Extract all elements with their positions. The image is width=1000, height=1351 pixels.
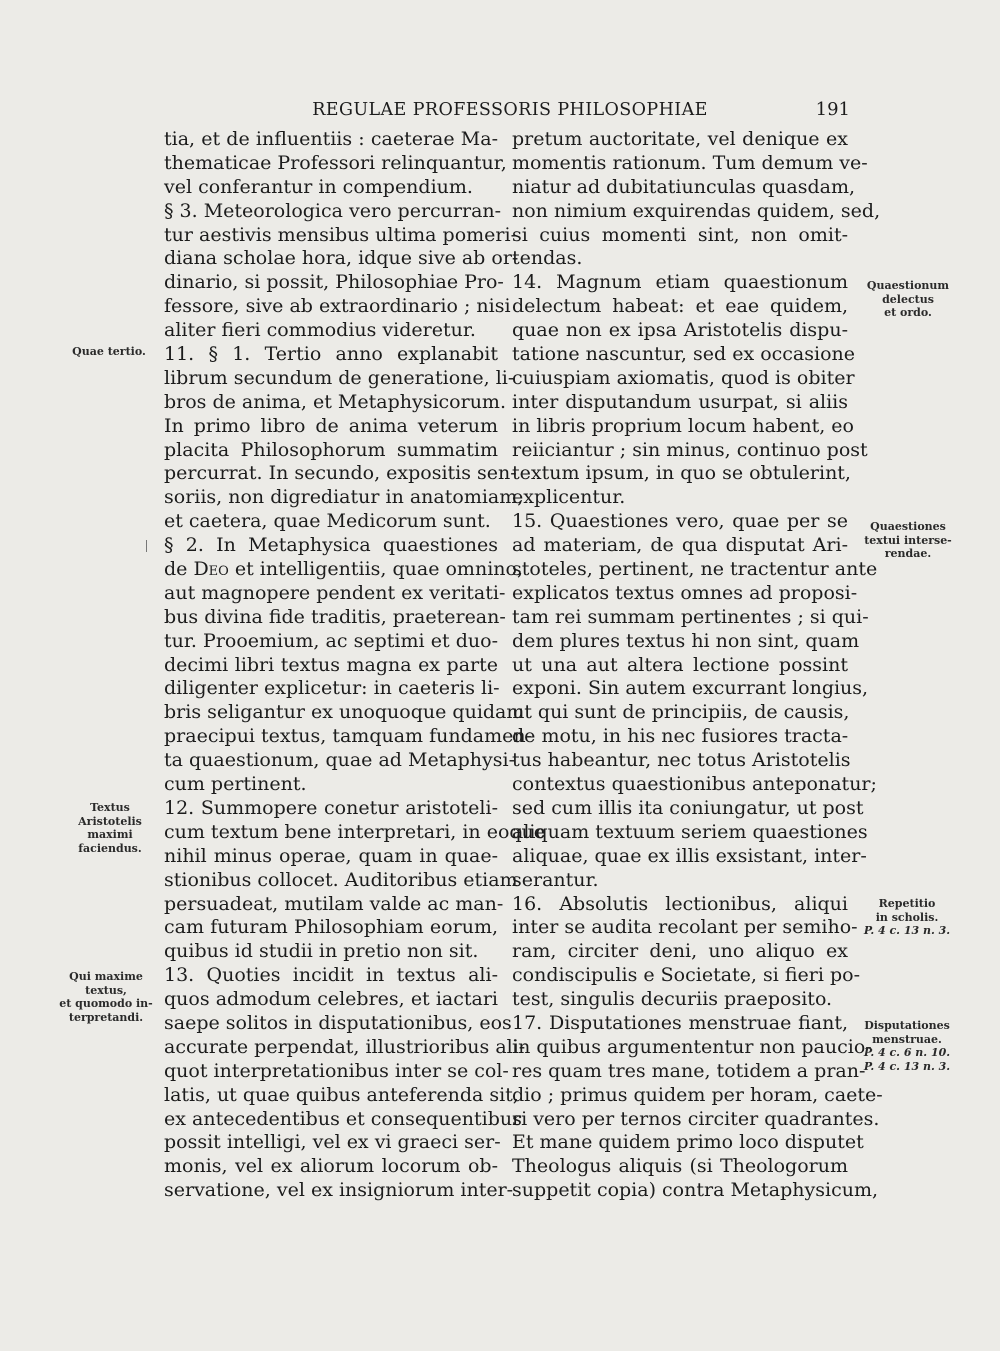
- text-line: 11. § 1. Tertio anno explanabit: [164, 343, 498, 366]
- margin-note-quae-tertio: [64, 345, 154, 359]
- running-title: REGULAE PROFESSORIS PHILOSOPHIAE: [312, 100, 708, 120]
- text-line: ad materiam, de qua disputat Ari-: [512, 534, 848, 557]
- margin-note-qui-maxime: [56, 970, 156, 1024]
- margin-note-line: rendae.: [884, 547, 932, 561]
- margin-note-reference: P. 4 c. 13 n. 3.: [863, 924, 951, 938]
- text-line: bros de anima, et Metaphysicorum.: [164, 390, 506, 413]
- text-line: stionibus collocet. Auditoribus etiam: [164, 868, 518, 891]
- margin-note-line: textui interse-: [864, 533, 952, 547]
- text-line: tur aestivis mensibus ultima pomeri-: [164, 223, 517, 246]
- margin-note-line: menstruae.: [872, 1032, 942, 1046]
- text-line: in libris proprium locum habent, eo: [512, 414, 854, 437]
- text-line: vel conferantur in compendium.: [164, 175, 473, 198]
- text-line: serantur.: [512, 868, 599, 891]
- text-line: persuadeat, mutilam valde ac man-: [164, 892, 504, 915]
- text-line: cum pertinent.: [164, 773, 307, 796]
- margin-note-quaestiones-textui: [858, 520, 958, 561]
- text-line: 17. Disputationes menstruae fiant,: [512, 1011, 848, 1034]
- text-line: exponi. Sin autem excurrant longius,: [512, 677, 869, 700]
- text-line: fessore, sive ab extraordinario ; nisi: [164, 295, 511, 318]
- text-line: cuiuspiam axiomatis, quod is obiter: [512, 366, 855, 389]
- margin-note-textus-aristotelis: [66, 801, 154, 855]
- text-line: ri vero per ternos circiter quadrantes.: [512, 1107, 880, 1130]
- text-line: explicatos textus omnes ad proposi-: [512, 581, 858, 604]
- text-line: tia, et de influentiis : caeterae Ma-: [164, 128, 498, 150]
- text-line: latis, ut quae quibus anteferenda sit,: [164, 1083, 519, 1106]
- text-line: 13. Quoties incidit in textus ali-: [164, 964, 498, 987]
- margin-note-line: Quaestionum: [866, 279, 950, 292]
- text-line: monis, vel ex aliorum locorum ob-: [164, 1155, 498, 1178]
- text-line: de Deo et intelligentiis, quae omnino,: [164, 558, 523, 581]
- text-line: suppetit copia) contra Metaphysicum,: [512, 1179, 879, 1202]
- margin-note-line: et ordo.: [884, 306, 932, 320]
- text-line: tam rei summam pertinentes ; si qui-: [512, 605, 869, 628]
- text-line: quibus id studii in pretio non sit.: [164, 940, 479, 963]
- text-line: servatione, vel ex insigniorum inter-: [164, 1179, 514, 1202]
- margin-note-line: Qui maxime: [69, 970, 143, 983]
- text-line: ta quaestionum, quae ad Metaphysi-: [164, 749, 516, 772]
- ink-mark: [146, 540, 147, 552]
- margin-note-line: textus,: [85, 983, 127, 997]
- margin-note-line: terpretandi.: [68, 1010, 144, 1024]
- margin-note-reference: P. 4 c. 6 n. 10.: [863, 1046, 951, 1060]
- text-line: de motu, in his nec fusiores tracta-: [512, 725, 849, 748]
- text-line: soriis, non digrediatur in anatomiam,: [164, 486, 524, 509]
- text-line: placita Philosophorum summatim: [164, 438, 498, 461]
- margin-note-disputationes: [852, 1019, 962, 1073]
- margin-note-line: in scholis.: [875, 910, 939, 924]
- text-line: dem plures textus hi non sint, quam: [512, 629, 860, 652]
- text-line: diligenter explicetur: in caeteris li-: [164, 677, 500, 700]
- text-line: dio ; primus quidem per horam, caete-: [512, 1083, 883, 1106]
- text-line: nihil minus operae, quam in quae-: [164, 844, 498, 867]
- text-line: diana scholae hora, idque sive ab or-: [164, 247, 519, 270]
- text-line: textum ipsum, in quo se obtulerint,: [512, 462, 851, 485]
- text-line: res quam tres mane, totidem a pran-: [512, 1059, 866, 1082]
- text-line: praecipui textus, tamquam fundamen-: [164, 725, 533, 748]
- smallcaps-word: Deo: [193, 558, 229, 581]
- text-line: cum textum bene interpretari, in eoque: [164, 820, 546, 843]
- text-line: niatur ad dubitatiunculas quasdam,: [512, 175, 856, 198]
- text-line: si cuius momenti sint, non omit-: [512, 223, 848, 246]
- text-line: pretum auctoritate, vel denique ex: [512, 128, 848, 150]
- margin-note-line: Repetitio: [878, 897, 936, 910]
- text-line: 12. Summopere conetur aristoteli-: [164, 796, 498, 819]
- text-line: quos admodum celebres, et iactari: [164, 988, 498, 1011]
- text-line: cam futuram Philosophiam eorum,: [164, 916, 498, 939]
- text-line: aut magnopere pendent ex veritati-: [164, 581, 506, 604]
- margin-note-line: Disputationes: [864, 1019, 950, 1032]
- page-number: 191: [815, 99, 850, 120]
- margin-note-line: Quaestiones: [870, 520, 946, 533]
- text-line: in quibus argumententur non paucio-: [512, 1035, 872, 1058]
- right-text-column: [512, 128, 883, 1203]
- margin-note-line: Aristotelis: [78, 814, 142, 828]
- left-text-column: [164, 128, 546, 1203]
- margin-note-line: maximi: [87, 828, 133, 842]
- text-line: § 2. In Metaphysica quaestiones: [164, 534, 498, 557]
- text-line: aliter fieri commodius videretur.: [164, 319, 476, 342]
- text-line: tatione nascuntur, sed ex occasione: [512, 343, 856, 366]
- text-line: In primo libro de anima veterum: [164, 414, 498, 437]
- margin-note-repetitio: [852, 897, 962, 938]
- text-line: contextus quaestionibus anteponatur;: [512, 773, 877, 796]
- text-line: ram, circiter deni, uno aliquo ex: [512, 940, 848, 963]
- text-line: ex antecedentibus et consequentibus: [164, 1107, 522, 1130]
- text-line: thematicae Professori relinquantur,: [164, 151, 507, 174]
- text-line: Theologus aliquis (si Theologorum: [512, 1155, 848, 1178]
- margin-note-line: delectus: [882, 292, 934, 306]
- text-line: aliquae, quae ex illis exsistant, inter-: [512, 844, 867, 867]
- margin-note-line: et quomodo in-: [59, 997, 153, 1011]
- text-line: 15. Quaestiones vero, quae per se: [512, 510, 848, 533]
- margin-note-line: faciendus.: [78, 841, 142, 855]
- text-line: inter disputandum usurpat, si aliis: [512, 390, 848, 413]
- text-line: aliquam textuum seriem quaestiones: [512, 820, 868, 843]
- text-line: accurate perpendat, illustrioribus ali-: [164, 1035, 526, 1058]
- text-line: delectum habeat: et eae quidem,: [512, 295, 848, 318]
- text-line: bris seligantur ex unoquoque quidam: [164, 701, 525, 724]
- text-line: Et mane quidem primo loco disputet: [512, 1131, 864, 1154]
- margin-note-reference: P. 4 c. 13 n. 3.: [863, 1059, 951, 1073]
- text-line: percurrat. In secundo, expositis sen-: [164, 462, 517, 485]
- text-line: momentis rationum. Tum demum ve-: [512, 151, 868, 174]
- text-line: quot interpretationibus inter se col-: [164, 1059, 509, 1082]
- text-line: quae non ex ipsa Aristotelis dispu-: [512, 319, 848, 342]
- text-line: reiiciantur ; sin minus, continuo post: [512, 438, 868, 461]
- margin-note-line: Quae tertio.: [72, 345, 146, 358]
- text-line: librum secundum de generatione, li-: [164, 366, 515, 389]
- text-line: § 3. Meteorologica vero percurran-: [164, 199, 502, 222]
- text-line: tus habeantur, nec totus Aristotelis: [512, 749, 851, 772]
- text-line: ut qui sunt de principiis, de causis,: [512, 701, 850, 724]
- text-line: saepe solitos in disputationibus, eos: [164, 1011, 512, 1034]
- text-line: bus divina fide traditis, praeterean-: [164, 605, 506, 628]
- text-line: condiscipulis e Societate, si fieri po-: [512, 964, 860, 987]
- text-line: tur. Prooemium, ac septimi et duo-: [164, 629, 498, 652]
- margin-note-line: Textus: [90, 801, 130, 814]
- text-line: sed cum illis ita coniungatur, ut post: [512, 796, 864, 819]
- text-line: 14. Magnum etiam quaestionum: [512, 271, 848, 294]
- margin-note-quaestionum-delectus: [858, 279, 958, 320]
- text-line: stoteles, pertinent, ne tractentur ante: [512, 558, 878, 581]
- text-line: inter se audita recolant per semiho-: [512, 916, 858, 939]
- text-line: test, singulis decuriis praeposito.: [512, 988, 833, 1011]
- text-line: possit intelligi, vel ex vi graeci ser-: [164, 1131, 501, 1154]
- text-line: tendas.: [512, 247, 583, 270]
- text-line: decimi libri textus magna ex parte: [164, 653, 498, 676]
- text-line: dinario, si possit, Philosophiae Pro-: [164, 271, 504, 294]
- text-line: et caetera, quae Medicorum sunt.: [164, 510, 491, 533]
- text-line: explicentur.: [512, 486, 626, 509]
- text-line: 16. Absolutis lectionibus, aliqui: [512, 892, 848, 915]
- text-line: non nimium exquirendas quidem, sed,: [512, 199, 881, 222]
- text-line: ut una aut altera lectione possint: [512, 653, 848, 676]
